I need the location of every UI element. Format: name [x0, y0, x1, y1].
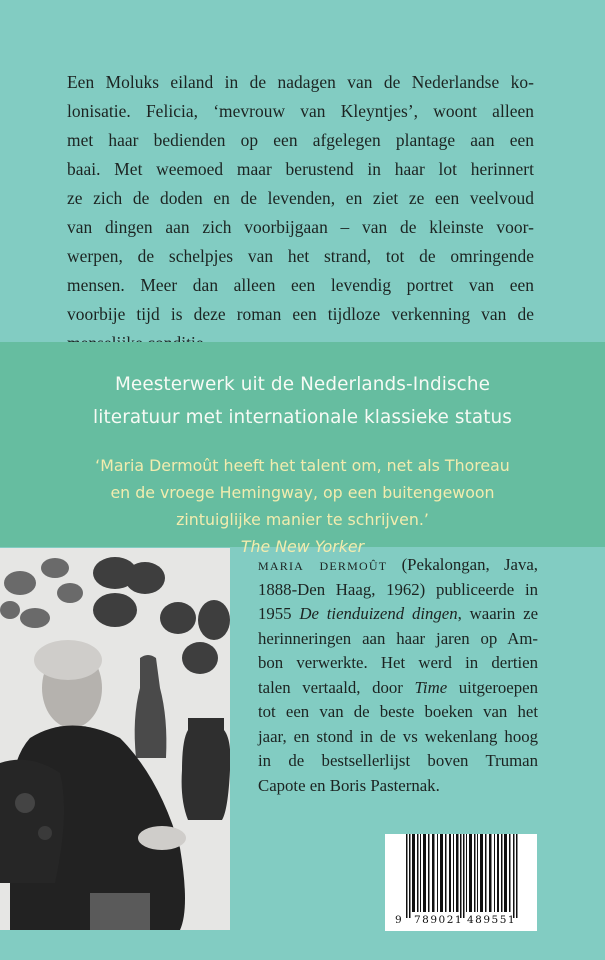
- quote-text: zintuiglijke manier te schrijven.’: [176, 510, 429, 529]
- barcode-icon: [406, 834, 519, 918]
- blurb-line: van dingen aan zich voorbijgaan – van de kleinste voor-: [67, 217, 534, 237]
- author-photo: [0, 548, 230, 930]
- blurb-text: [67, 68, 534, 358]
- bio-text: (Pekalongan, Java,: [387, 555, 538, 574]
- author-bio: [258, 553, 538, 798]
- isbn-first-digit: 9: [395, 914, 404, 926]
- blurb-line: lonisatie. Felicia, ‘mevrouw van Kleyntjes’, woont alleen: [67, 101, 534, 121]
- magazine-title: Time: [414, 677, 448, 697]
- isbn-barcode: [385, 834, 537, 931]
- bio-line: [258, 553, 538, 578]
- press-quote: [0, 452, 605, 560]
- bio-line: tot een van de beste boeken van het: [258, 702, 538, 721]
- blurb-line: ze zich de doden en de levenden, en ziet ze een veelvoud: [67, 188, 534, 208]
- bio-line: [258, 602, 538, 627]
- blurb-line: mensen. Meer dan alleen een levendig portret van een: [67, 275, 534, 295]
- isbn-group-1: 789021: [414, 914, 464, 926]
- portrait-illustration: [0, 548, 230, 930]
- blurb-line: met haar bedienden op een afgelegen plantage aan een: [67, 130, 534, 150]
- headline-line: Meesterwerk uit de Nederlands-Indische: [114, 374, 491, 395]
- headline: [0, 368, 605, 434]
- book-title: De tienduizend dingen: [299, 604, 458, 623]
- blurb-line: voorbije tijd is deze roman een tijdloze verkenning van de: [67, 304, 534, 324]
- bio-line: in de bestsellerlijst boven Truman: [258, 751, 538, 770]
- blurb-line: baai. Met weemoed maar berustend in haar lot herinnert: [67, 159, 534, 179]
- bio-line: jaar, en stond in de vs wekenlang hoog: [258, 726, 538, 746]
- isbn-group-2: 489551: [467, 914, 517, 926]
- bio-line: Capote en Boris Pasternak.: [258, 775, 440, 795]
- bio-line: 1888-Den Haag, 1962) publiceerde in: [258, 579, 538, 599]
- bio-text: uitgeroepen: [447, 677, 538, 697]
- bio-line: bon verwerkte. Het werd in dertien: [258, 653, 538, 672]
- bio-line: herinneringen aan haar jaren op Am-: [258, 628, 538, 648]
- bio-text: talen vertaald, door: [258, 677, 415, 697]
- bio-text: 1955: [258, 604, 300, 623]
- quote-source: The New Yorker: [240, 537, 365, 556]
- blurb-line: werpen, de schelpjes van het strand, tot de omringende: [67, 246, 534, 266]
- quote-line: en de vroege Hemingway, op een buitengewoon: [110, 483, 495, 502]
- headline-line: literatuur met internationale klassieke status: [93, 407, 512, 428]
- quote-line: ‘Maria Dermoût heeft het talent om, net als Thoreau: [95, 456, 510, 475]
- author-name: maria dermoût: [258, 555, 388, 574]
- tagline-band: [0, 342, 605, 556]
- bio-line: [258, 676, 538, 701]
- bio-text: , waarin ze: [457, 604, 539, 623]
- blurb-line: Een Moluks eiland in de nadagen van de Nederlandse ko-: [67, 72, 534, 92]
- isbn-number: [385, 914, 537, 928]
